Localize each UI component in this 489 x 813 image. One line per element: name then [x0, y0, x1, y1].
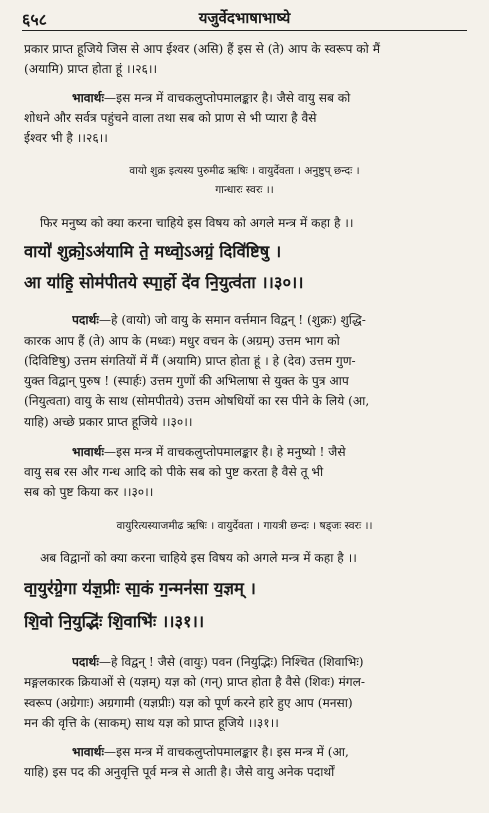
mantra-line: आ या॑हि॒ सोम॑पीतये स्पा॒र्हो दे॑व नि॒युत्व॑ता ।।३०।।	[24, 273, 304, 292]
mantra-line: शि॒वो नि॒युद्भिः॑ शि॒वाभिः॑ ।।३१।।	[24, 612, 205, 631]
text-line: युक्त विद्वान् पुरुष ! (स्पार्हः) उत्तम गुणों की अभिलाषा से युक्त के पुत्र आप	[24, 374, 349, 388]
bhavartha-line: भावार्थः—इस मन्त्र में वाचकलुप्तोपमालङ्कार है। हे मनुष्यो ! जैसे	[72, 445, 346, 459]
padartha-label: पदार्थः	[72, 655, 99, 669]
bhavartha-label: भावार्थः	[72, 445, 104, 459]
text-line: शोधने और सर्वत्र पहुंचने वाला तथा सब को प्राण से भी प्यारा है वैसे	[24, 111, 317, 125]
text-line: स्वरूप (अग्रेगाः) अग्रगामी (यज्ञप्रीः) यज्ञ को पूर्ण करने हारे हुए आप (मनसा)	[24, 696, 353, 710]
mantra-line: वायो॑ शुक्रो॒ऽअ॑यामि ते॒ मध्वो॒ऽअग्रं॒ दिवि॑ष्टिषु ।	[24, 242, 282, 261]
svara-line: गान्धारः स्वरः ।।	[215, 184, 274, 196]
text-line: (दिविष्टिषु) उत्तम संगतियों में मैं (अयामि) प्राप्त होता हूं । हे (देव) उत्तम गुण-	[24, 354, 356, 368]
text-line: याहि) अच्छे प्रकार प्राप्त हूजिये ।।३०।।	[24, 415, 193, 429]
padartha-line: पदार्थः—हे (वायो) जो वायु के समान वर्त्तमान विद्वन् ! (शुक्रः) शुद्धि-	[72, 313, 366, 327]
padartha-line: पदार्थः—हे विद्वन् ! जैसे (वायुः) पवन (नियुद्भिः) निश्चित (शिवाभिः)	[72, 655, 364, 669]
text-line: याहि) इस पद की अनुवृत्ति पूर्व मन्त्र से आती है। जैसे वायु अनेक पदार्थों	[24, 765, 335, 779]
bhavartha-label: भावार्थः	[72, 91, 104, 105]
text-line: प्रकार प्राप्त हूजिये जिस से आप ईश्वर (असि) हैं इस से (ते) आप के स्वरूप को मैं	[24, 42, 380, 56]
text-line: कारक आप हैं (ते) आप के (मध्वः) मधुर वचन के (अग्रम्) उत्तम भाग को	[24, 334, 340, 348]
bhavartha-line: भावार्थः—इस मन्त्र में वाचकलुप्तोपमालङ्कार है। जैसे वायु सब को	[72, 91, 351, 105]
page-number: ६५८	[22, 10, 47, 29]
text-line: (अयामि) प्राप्त होता हूं ।।२६।।	[24, 62, 158, 76]
running-title: यजुर्वेदभाषाभाष्ये	[198, 9, 291, 27]
text-line: सब को पुष्ट किया कर ।।३०।।	[24, 485, 154, 499]
text-line: मङ्गलकारक क्रियाओं से (यज्ञम्) यज्ञ को (गन्) प्राप्त होता है वैसे (शिवः) मंगल-	[24, 675, 365, 689]
intro-line: अब विद्वानों को क्या करना चाहिये इस विषय को अगले मन्त्र में कहा है ।।	[40, 551, 357, 565]
bhavartha-line: भावार्थः—इस मन्त्र में वाचकलुप्तोपमालङ्कार है। इस मन्त्र में (आ,	[72, 745, 349, 759]
text-line: वायु सब रस और गन्ध आदि को पीके सब को पुष्ट करता है वैसे तू भी	[24, 465, 324, 479]
text-line: ईश्वर भी है ।।२६।।	[24, 131, 108, 145]
intro-line: फिर मनुष्य को क्या करना चाहिये इस विषय को अगले मन्त्र में कहा है ।।	[40, 216, 354, 230]
text-line: (नियुत्वता) वायु के साथ (सोमपीतये) उत्तम ओषधियों का रस पीने के लिये (आ,	[24, 394, 370, 408]
rishi-devata-line: वायुरित्यस्याजमीढ ऋषिः । वायुर्देवता । गायत्री छन्दः । षड्जः स्वरः ।।	[116, 520, 373, 532]
mantra-line: वा॒युर॑ग्रे॒गा य॑ज्ञ॒प्रीः सा॒कं ग॒न्मन॑सा य॒ज्ञम् ।	[24, 579, 256, 598]
padartha-label: पदार्थः	[72, 313, 99, 327]
page-header	[22, 6, 467, 31]
text-line: मन की वृत्ति के (साकम्) साथ यज्ञ को प्राप्त हूजिये ।।३१।।	[24, 716, 279, 730]
rishi-devata-line: वायो शुक्र इत्यस्य पुरुमीढ ऋषिः । वायुर्देवता । अनुष्टुप् छन्दः ।	[129, 165, 360, 177]
bhavartha-label: भावार्थः	[72, 745, 104, 759]
